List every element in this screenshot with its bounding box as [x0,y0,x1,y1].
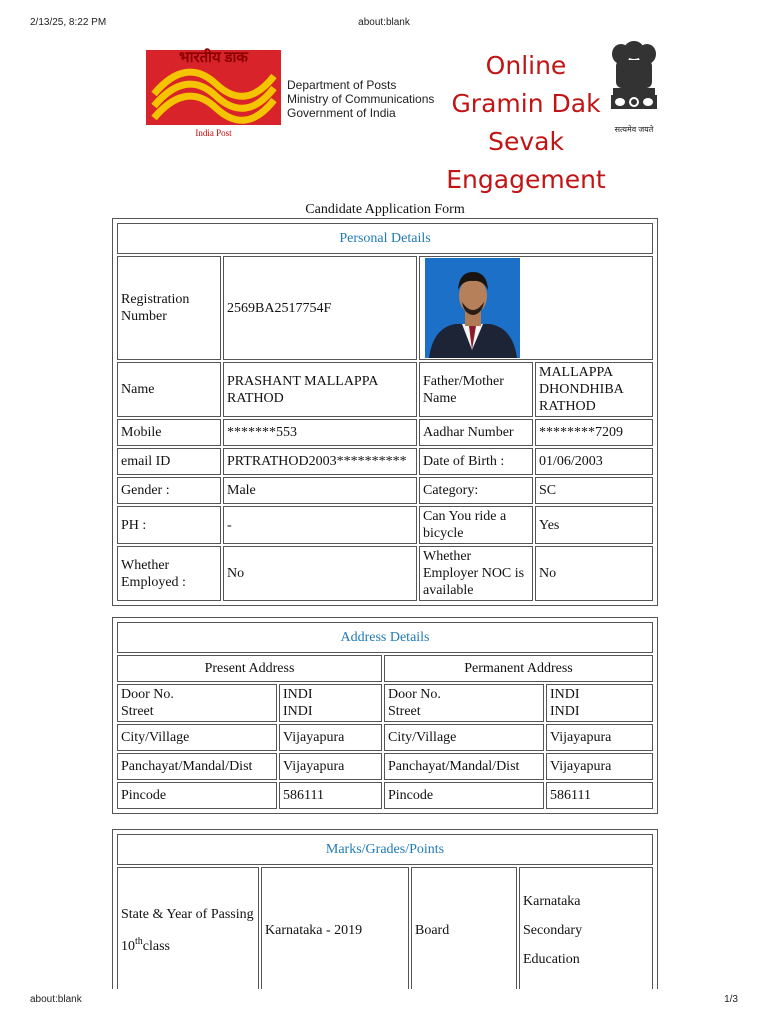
mobile-label: Mobile [117,419,221,446]
dept-line-3: Government of India [287,106,396,120]
bicycle-label: Can You ride a bicycle [419,506,533,544]
marks-section [112,829,658,989]
permanent-pincode-label: Pincode [384,782,544,809]
department-info [287,78,434,120]
father-mother-value: MALLAPPA DHONDHIBA RATHOD [535,362,653,417]
gender-label: Gender : [117,477,221,504]
present-door-label-line-1: Door No. [121,687,174,702]
ph-value: - [223,506,417,544]
program-title-line-1: Online [485,51,567,80]
state-year-value: Karnataka - 2019 [261,867,409,989]
present-door-value-line-2: INDI [283,704,313,719]
candidate-photo [425,258,520,358]
dob-label: Date of Birth : [419,448,533,475]
print-datetime: 2/13/25, 8:22 PM [30,17,107,28]
mobile-value: *******553 [223,419,417,446]
permanent-door-value-line-2: INDI [550,704,580,719]
form-title: Candidate Application Form [305,202,465,217]
personal-details-table [115,221,655,603]
board-value-line-1: Karnataka [523,894,581,909]
aadhar-label: Aadhar Number [419,419,533,446]
employer-noc-value: No [535,546,653,601]
program-title-line-2: Gramin Dak [451,89,601,118]
father-mother-label: Father/Mother Name [419,362,533,417]
board-value [519,867,653,989]
present-door-value-line-1: INDI [283,687,313,702]
present-door-label [117,684,277,722]
registration-value: 2569BA2517754F [223,256,417,360]
present-district-value: Vijayapura [279,753,382,780]
permanent-district-label: Panchayat/Mandal/Dist [384,753,544,780]
print-url: about:blank [358,17,410,28]
dob-value: 01/06/2003 [535,448,653,475]
page-indicator: 1/3 [724,994,738,1005]
national-emblem-icon [608,40,660,122]
permanent-door-value-line-1: INDI [550,687,580,702]
email-value: PRTRATHOD2003********** [223,448,417,475]
present-pincode-label: Pincode [117,782,277,809]
present-door-value [279,684,382,722]
footer-url: about:blank [30,994,82,1005]
name-value: PRASHANT MALLAPPA RATHOD [223,362,417,417]
program-title-line-4: Engagement [446,165,606,194]
board-label: Board [411,867,517,989]
employed-label: Whether Employed : [117,546,221,601]
state-year-label-cell [117,867,259,989]
permanent-city-value: Vijayapura [546,724,653,751]
permanent-door-label-line-1: Door No. [388,687,441,702]
ph-label: PH : [117,506,221,544]
address-details-section [112,617,658,814]
permanent-address-heading: Permanent Address [384,655,653,682]
board-value-line-2: Secondary [523,923,583,938]
class-superscript: th [135,936,143,947]
logo-hindi-text: भारतीय डाक [179,50,248,66]
present-pincode-value: 586111 [279,782,382,809]
email-label: email ID [117,448,221,475]
logo-caption: India Post [195,128,232,138]
dept-line-2: Ministry of Communications [287,92,435,106]
present-district-label: Panchayat/Mandal/Dist [117,753,277,780]
permanent-door-label-line-2: Street [388,704,421,719]
marks-heading: Marks/Grades/Points [117,834,653,865]
address-details-table [115,620,655,811]
gender-value: Male [223,477,417,504]
program-title [440,47,612,199]
program-title-line-3: Sevak [488,127,564,156]
browser-print-footer [0,994,768,1008]
present-door-label-line-2: Street [121,704,154,719]
employer-noc-label: Whether Employer NOC is available [419,546,533,601]
name-label: Name [117,362,221,417]
address-details-heading: Address Details [117,622,653,653]
permanent-door-label [384,684,544,722]
present-city-value: Vijayapura [279,724,382,751]
class-suffix: class [142,939,170,954]
permanent-city-label: City/Village [384,724,544,751]
marks-table [115,832,655,991]
permanent-district-value: Vijayapura [546,753,653,780]
class-prefix: 10 [121,939,135,954]
photo-cell [419,256,653,360]
aadhar-value: ********7209 [535,419,653,446]
bicycle-value: Yes [535,506,653,544]
browser-print-header [0,17,768,31]
state-year-label: State & Year of Passing [121,907,254,922]
personal-details-section [112,218,658,606]
dept-line-1: Department of Posts [287,78,397,92]
personal-details-heading: Personal Details [117,223,653,254]
board-value-line-3: Education [523,952,580,967]
permanent-pincode-value: 586111 [546,782,653,809]
class-label [121,933,255,955]
permanent-door-value [546,684,653,722]
present-city-label: City/Village [117,724,277,751]
employed-value: No [223,546,417,601]
category-label: Category: [419,477,533,504]
category-value: SC [535,477,653,504]
registration-label: Registration Number [117,256,221,360]
present-address-heading: Present Address [117,655,382,682]
emblem-caption: सत्यमेव जयते [614,125,654,134]
